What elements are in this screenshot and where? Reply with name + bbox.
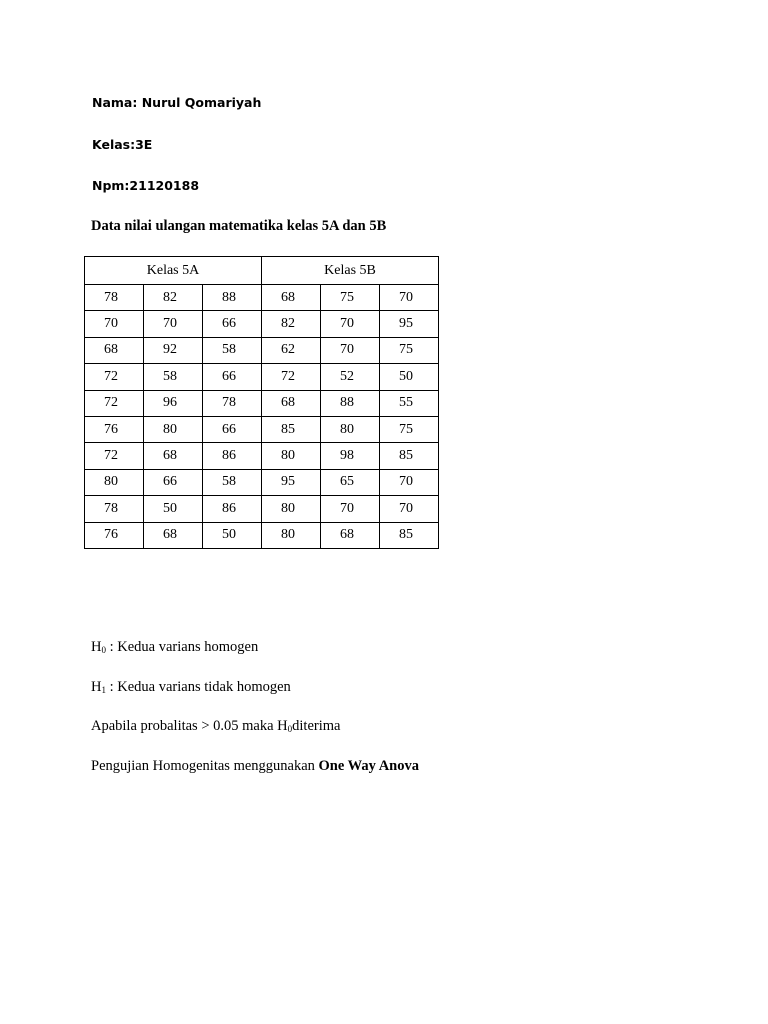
table-cell: 55: [380, 390, 439, 416]
table-row: [85, 390, 439, 416]
table-body: [85, 285, 439, 549]
decision-rule: [91, 718, 340, 735]
table-cell: 88: [321, 390, 380, 416]
test-prefix: Pengujian Homogenitas menggunakan: [91, 758, 319, 774]
table-cell: 76: [85, 416, 144, 442]
table-row: [85, 311, 439, 337]
table-cell: 72: [85, 364, 144, 390]
table-cell: 86: [203, 496, 262, 522]
table-cell: 68: [262, 390, 321, 416]
h0-letter: H: [91, 639, 102, 655]
table-cell: 68: [321, 522, 380, 548]
table-cell: 75: [321, 285, 380, 311]
table-row: [85, 496, 439, 522]
table-cell: 66: [203, 311, 262, 337]
table-cell: 70: [380, 285, 439, 311]
table-cell: 50: [203, 522, 262, 548]
student-npm: Npm:21120188: [92, 178, 200, 193]
table-cell: 85: [262, 416, 321, 442]
table-cell: 80: [321, 416, 380, 442]
table-cell: 80: [262, 522, 321, 548]
table-row: [85, 285, 439, 311]
rule-prefix: Apabila probalitas > 0.05 maka H: [91, 718, 288, 734]
test-method-line: [91, 758, 419, 775]
table-row: [85, 443, 439, 469]
table-cell: 70: [380, 469, 439, 495]
table-cell: 70: [321, 337, 380, 363]
table-cell: 78: [85, 285, 144, 311]
table-cell: 72: [262, 364, 321, 390]
table-cell: 72: [85, 443, 144, 469]
data-heading: Data nilai ulangan matematika kelas 5A dan 5B: [91, 218, 387, 234]
hypothesis-h0: [91, 639, 258, 656]
table-cell: 75: [380, 416, 439, 442]
table-cell: 82: [144, 285, 203, 311]
table-cell: 85: [380, 522, 439, 548]
table-cell: 85: [380, 443, 439, 469]
h1-text: : Kedua varians tidak homogen: [105, 679, 291, 695]
header-kelas-5b: Kelas 5B: [262, 257, 439, 285]
table-cell: 80: [262, 443, 321, 469]
table-cell: 68: [262, 285, 321, 311]
table-cell: 68: [144, 522, 203, 548]
table-cell: 70: [380, 496, 439, 522]
table-header-row: [85, 257, 439, 285]
table-cell: 52: [321, 364, 380, 390]
table-cell: 70: [321, 496, 380, 522]
table-cell: 96: [144, 390, 203, 416]
table-cell: 68: [144, 443, 203, 469]
table-row: [85, 469, 439, 495]
table-cell: 50: [144, 496, 203, 522]
table-cell: 82: [262, 311, 321, 337]
rule-suffix: diterima: [292, 718, 341, 734]
table-cell: 58: [203, 337, 262, 363]
table-cell: 70: [321, 311, 380, 337]
table-cell: 58: [144, 364, 203, 390]
scores-table: [84, 256, 439, 549]
table-cell: 70: [85, 311, 144, 337]
table-cell: 80: [262, 496, 321, 522]
table-cell: 80: [85, 469, 144, 495]
table-cell: 75: [380, 337, 439, 363]
hypothesis-h1: [91, 679, 291, 696]
table-row: [85, 522, 439, 548]
table-cell: 70: [144, 311, 203, 337]
h1-subscript: 1: [101, 685, 106, 695]
table-cell: 68: [85, 337, 144, 363]
test-method: One Way Anova: [318, 758, 419, 774]
table-cell: 66: [203, 364, 262, 390]
table-cell: 92: [144, 337, 203, 363]
h0-subscript: 0: [101, 645, 106, 655]
table-cell: 78: [203, 390, 262, 416]
table-cell: 66: [203, 416, 262, 442]
h1-letter: H: [91, 679, 102, 695]
table-row: [85, 364, 439, 390]
h0-text: : Kedua varians homogen: [105, 639, 259, 655]
table-row: [85, 337, 439, 363]
table-cell: 50: [380, 364, 439, 390]
header-kelas-5a: Kelas 5A: [85, 257, 262, 285]
table-cell: 86: [203, 443, 262, 469]
table-cell: 58: [203, 469, 262, 495]
rule-subscript: 0: [287, 724, 293, 734]
table-cell: 88: [203, 285, 262, 311]
student-class: Kelas:3E: [92, 137, 153, 152]
table-cell: 72: [85, 390, 144, 416]
table-cell: 80: [144, 416, 203, 442]
table-cell: 78: [85, 496, 144, 522]
table-cell: 95: [380, 311, 439, 337]
table-cell: 98: [321, 443, 380, 469]
student-name: Nama: Nurul Qomariyah: [92, 95, 262, 110]
table-cell: 62: [262, 337, 321, 363]
table-cell: 95: [262, 469, 321, 495]
table-cell: 76: [85, 522, 144, 548]
table-row: [85, 416, 439, 442]
table-cell: 66: [144, 469, 203, 495]
table-cell: 65: [321, 469, 380, 495]
